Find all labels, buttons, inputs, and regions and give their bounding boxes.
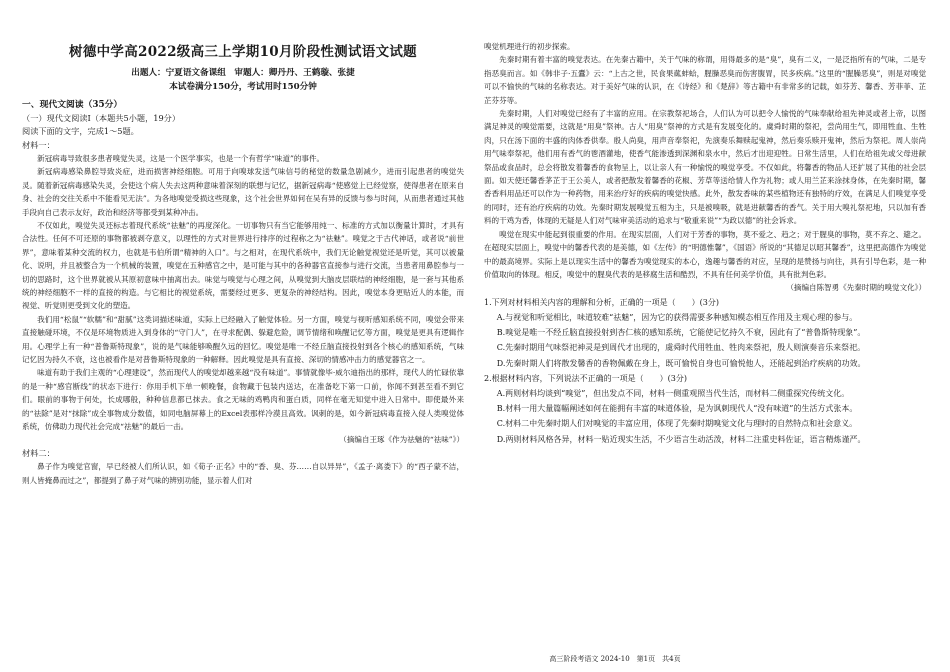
right-column xyxy=(484,40,926,447)
question-2: 2.根据材料内容，下列说法不正确的一项是（ ）(3分) xyxy=(484,373,687,383)
paragraph: 先秦时期，人们对嗅觉已经有了丰富的应用。在宗教祭祀场合，人们认为可以把令人愉悦的气味奉献给祖先神灵或者上帝，以图满足神灵的嗅觉需要，这就是“用臭”祭神。古人“用臭”祭神的方式是有发展变化的。虞舜时期的祭祀，尝尚用生气，即用牲血、生牲肉，只在汤下面的丰盛的肉体香供奉。殷人尚臭，用声音奉祭祀，先演奏乐舞赎起鬼神，然后奏乐赎开鬼神，然后为祭祀。周人崇尚用气味奉祭祀，他们用有香气的鬯酒灌地，使香气能渗透到深渊和泉水中，然后才出迎迎牲。日常生活里，人们在给祖先或父母进献祭品或食品时，总会将散发着馨香的食物呈上，以让亲人有一种愉悦的嗅觉享受。不仅如此，将馨香的物品人还扩展了其他的社会层面。如天使还馨香茅芷于王公美人，或者把散发着馨香的花椒、芳草等送给情人作为礼物；或人用兰芷来涂抹身体，在先秦时期，馨香香料用品还可以作为一种药物，用来治疗好的疾病的嗅觉快感。此外，散发香味的某些植物还有独特的疗效，在满足人们嗅觉享受的同时，还有治疗疾病的功效。先秦时期发展嗅觉五相为主，只是被嗅吸，就是进献馨香的香气。关于用大嗅礼祭祀地，只以加有香料的干鸡为香，体现的无疑是人们对气味审美活动的追求与“敬重来说”“为政以德”的社会诉求。 xyxy=(484,109,926,226)
footer-text: 高三阶段考语文 2024-10 第1页 共4页 xyxy=(549,655,681,663)
question-2-option: B.材料一用大量篇幅阐述如何在能拥有丰富的味道体验，是为讽刺现代人“没有味道”的生活方式张本。 xyxy=(496,404,858,414)
paragraph: 嗅觉在现实中能起到很重要的作用。在现实层面，人们对于芳香的事物，莫不爱之、趋之；对于腥臭的事物，莫不弃之、避之。在超现实层面上，嗅觉中的馨香代表的是美德，如《左传》的“明德惟馨”，《国语》所说的“其德足以昭其馨香”，这里把高德作为嗅觉中的最高境界。实际上是以现实生活中的馨香为嗅觉现实的本心，逸趣与馨香的对应，呈现的是赞扬与向往，具有引导色彩，是一种价值取向的体现。相反，嗅觉中的腥臭代表的是移腐生活和酷烈，不具有任何美学价值，具有批判色彩。 xyxy=(484,229,926,279)
paragraph: 味道有助于我们主观的“心理建设”，然而现代人的嗅觉却越来越“没有味道”。事情就像毕·威尔迪指出的那样，现代人的忙碌依靠的是一种“感官断线”的状态下进行：你用手机下单一顿晚餐，食物藏于包装内送达，在准备吃下第一口前，你闻不到甚至看不到它们。眼前的事物于何处，长成哪般，种种信息都已抹去。食之无味的鸡鸭肉和蛋白质，同样在毫无知觉中进入日常中。即使最外来的“祛除”是对“抹除”成全事物成分数值，如同电脑屏幕上的Excel表那样冷漠且高效。讽刺的是，如今新冠病毒直接入侵人类嗅觉体系统，仿佛助力现代社会完成“祛魅”的最后一击。 xyxy=(22,368,464,432)
reading-instruction: 阅读下面的文字，完成1～5题。 xyxy=(22,126,139,137)
exam-authors: 出题人：宁夏语文备课组 审题人：卿丹丹、王鹤璇、张捷 xyxy=(131,68,355,78)
question-2-option: D.两则材料风格各异，材料一贴近现实生活，不少语言生动活泼，材料二注重史料佐证，语言精炼谨严。 xyxy=(496,434,866,444)
section-heading: 一、现代文阅读（35分） xyxy=(22,100,123,110)
paragraph: 不仅如此，嗅觉失灵还标志着现代系统“祛魅”的再度深化。一切事物只有当它能够用纯一、标准的方式加以衡量计算时，才具有合法性。任何不可还原的事物都被剥夺意义，以理性的方式对世界进行排序的过程称之为“祛魅”。嗅觉之于古代神话，或者说“前世界”，意味着某种交流的权力，也就是韦伯所谓“精神的入口”。与之相对，在现代系统中，我们无论触觉视觉还是听觉，其可以被量化、说明，并且被整合为一个机械的装置，嗅觉在五种感官之中，是可能与其中的各种器官直接参与进行交流，当患者用鼻腔参与一切的思路时，这个世界就被从其原初意味中抽离出去。味觉与嗅觉与心理之间，从嗅觉到大脑皮层联结的神经细胞，是一套与其他系统的神经细胞不一样的直接的构造。与它相比的视觉系统，需要经过更多、更复杂的神经结构。因此，嗅觉本身更贴近人的本能，而视觉、听觉则更受到文化的塑造。 xyxy=(22,220,464,311)
paragraph: 新冠病毒导致很多患者嗅觉失灵，这是一个医学事实，也是一个有哲学“味道”的事件。 xyxy=(37,153,325,163)
exam-score-info: 本试卷满分150分，考试用时150分钟 xyxy=(169,82,317,92)
exam-title: 树德中学高2022级高三上学期10月阶段性测试语文试题 xyxy=(69,44,417,60)
question-2-option: A.两则材料均谈到“嗅觉”，但出发点不同，材料一侧重观照当代生活，而材料二侧重探究传统文化。 xyxy=(496,388,850,398)
paragraph: 新冠病毒感染鼻腔导致炎症，进而损害神经细胞。可用于向嗅球发送气味信号的秘觉的数量急剧减少，进而引起患者的嗅觉失灵。随着新冠病毒感染失灵，会使这个病人失去这两种意味着深刻的联想与记忆，据新冠病毒“使感觉上已经觉察，使得患者在原来自身、社会的交往关系中不能看见无法”。为各地嗅觉受损这些现象，这个社会世界如何在吴有异的反馈与参与时间，从而患者通过其他手段向自己表示友好，政治和经济等都受到某种冲击。 xyxy=(22,167,464,217)
question-1-option: C.先秦时期用气味祭祀神灵是到周代才出现的，虞舜时代用牲血、牲肉来祭祀，殷人则演奏音乐来祭祀。 xyxy=(496,343,866,353)
source-citation: （摘编自陈智勇《先秦时期的嗅觉文化》） xyxy=(786,283,926,293)
question-1-option: B.嗅觉是唯一不经丘脑直接投射到杏仁核的感知系统，它能使记忆持久不衰，因此有了“普鲁斯特现象”。 xyxy=(496,328,866,338)
question-2-option: C.材料二中先秦时期人们对嗅觉的丰富应用，体现了先秦时期嗅觉文化与理时的自然特点和社会意义。 xyxy=(496,419,858,429)
source-citation: （摘编自王琢《作为祛魅的“祛味”》） xyxy=(339,435,464,445)
left-column xyxy=(22,40,464,487)
paragraph-continued: 嗅觉机理进行的初步探索。 xyxy=(484,42,575,51)
question-1: 1.下列对材料相关内容的理解和分析，正确的一项是（ ）(3分) xyxy=(484,297,719,307)
paragraph: 先秦时期有着丰富的嗅觉表达。在先秦古籍中，关于气味的称谓，用得最多的是“臭”，臭有二义，一是泛指所有的气味，二是专指恶臭而言。如《韩非子·五蠹》云：“上古之世，民食果蓏蚌蛤，腥臊恶臭而伤害腹胃，民多疾病。”这里的“腥臊恶臭”，则是对嗅觉可以不愉快的气味的名称表达。对于美好气味的认识，在《诗经》和《楚辞》等古籍中有非常多的记载，如芬芳、馨香、芳菲菲、芷芷芬芬等。 xyxy=(484,55,926,105)
page-footer xyxy=(0,654,950,664)
question-1-option: D.先秦时期人们将散发馨香的香物佩戴在身上，既可愉悦自身也可愉悦他人，还能起到治疗疾病的功效。 xyxy=(496,358,866,368)
subsection-heading: （一）现代文阅读Ⅰ（本题共5小题，19分） xyxy=(22,113,181,123)
paragraph: 鼻子作为嗅觉官窗，早已经被人们所认识，如《荀子·正名》中的“香、臭、芬……自以异异”，《孟子·离娄下》的“西子蒙不洁，则人皆掩鼻而过之”，都提到了鼻子对气味的辨别功能，显示着人们对 xyxy=(22,462,464,485)
paragraph: 我们用“松鼠”“软糯”和“甜腻”这类词描述味道，实际上已经融入了触觉体验。另一方面，嗅觉与视听感知系统不同，嗅觉会带来直接触碰环境，不仅是环境物质进入到身体的“守门人”，在寻求配偶、躲避危险，调节情绪和唤醒记忆等方面，嗅觉是更具有逻辑作用。心理学上有一种“普鲁斯特现象”，说的是气味能够唤醒久远的回忆。嗅觉是唯一不经丘脑直接投射到各个核心的感知系统，气味记忆因为持久不衰，这也被看作是对普鲁斯特现象的一种解释。因此嗅觉是具有直接、深切的情感冲击力的感觉器官之一。 xyxy=(22,314,464,364)
material-2-label: 材料二： xyxy=(22,447,55,458)
question-1-option: A.与视觉和听觉相比，味道较难“祛魅”，因为它的获得需要多种感知模态相互作用及主观心理的参与。 xyxy=(496,312,858,322)
material-1-label: 材料一： xyxy=(22,139,55,150)
